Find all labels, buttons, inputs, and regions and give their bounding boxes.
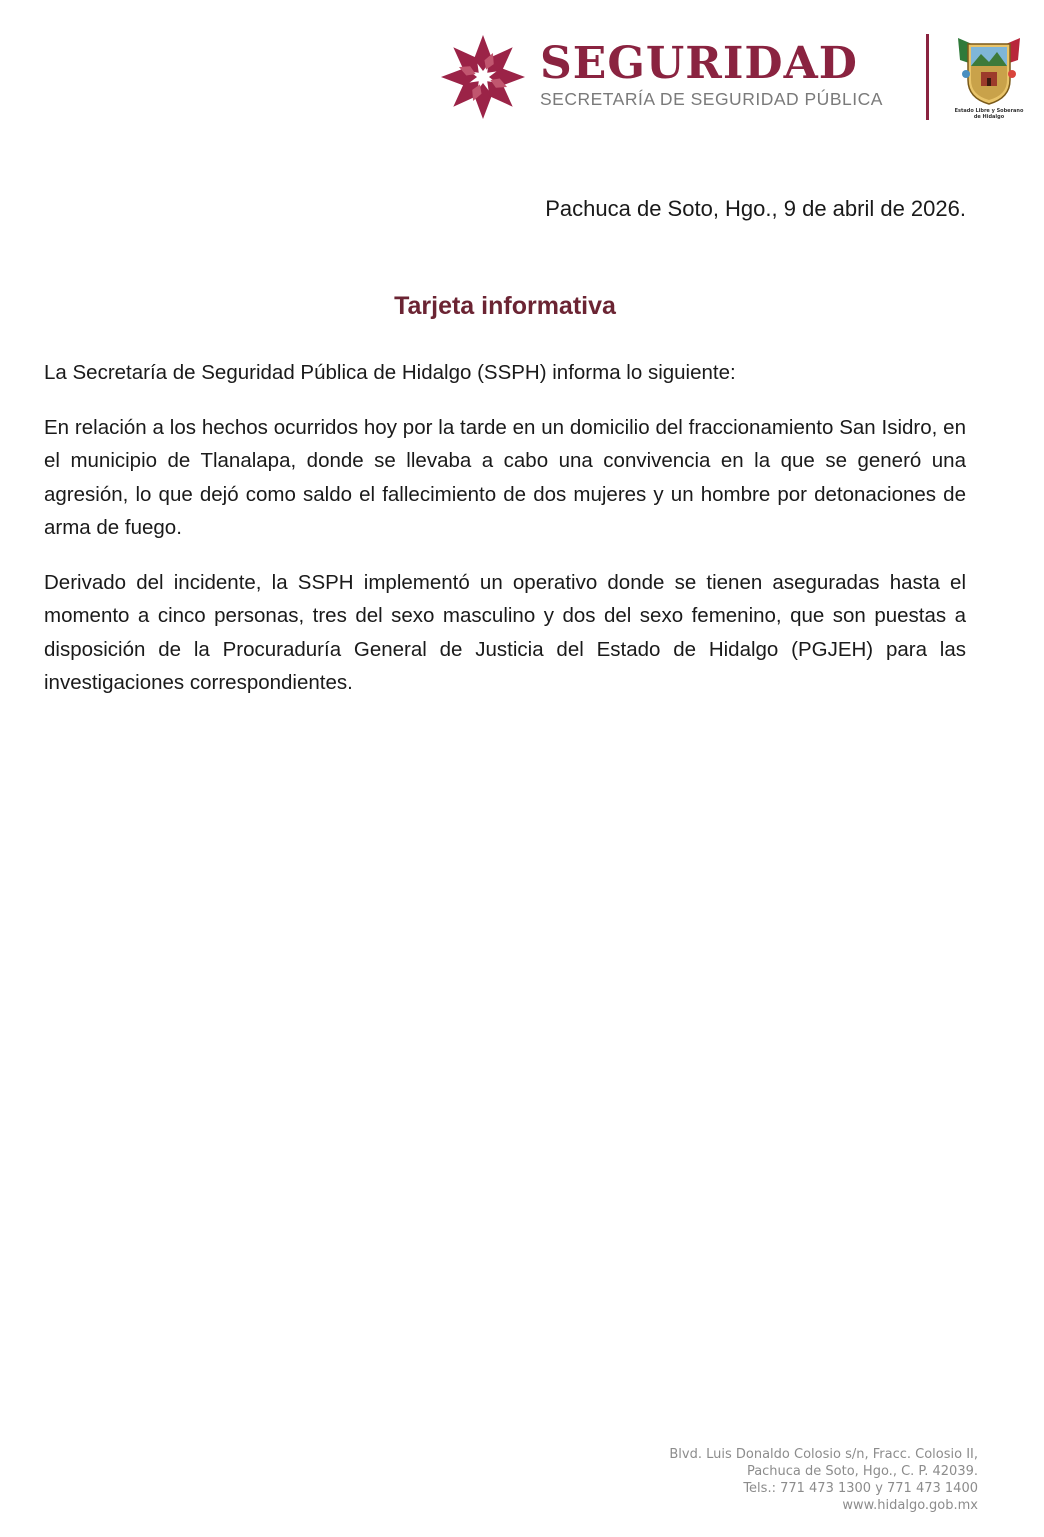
- coat-caption-line1: Estado Libre y Soberano: [954, 108, 1024, 114]
- coat-caption-line2: de Hidalgo: [973, 114, 1005, 120]
- document-title: Tarjeta informativa: [394, 292, 616, 320]
- document-body: [44, 356, 966, 721]
- seguridad-star-logo-icon: [438, 32, 528, 122]
- paragraph-operation: Derivado del incidente, la SSPH implementó un operativo donde se tienen aseguradas hasta el momento a cinco personas, tres del sexo masculino y dos del sexo femenino, que son puestas a disposición de la Procuraduría General de Justicia del Estado de Hidalgo (PGJEH) para las investigaciones correspondientes.: [44, 570, 966, 694]
- page-footer: [669, 1446, 978, 1514]
- brand-block: [540, 40, 920, 110]
- footer-website: www.hidalgo.gob.mx: [842, 1498, 978, 1513]
- coat-of-arms-icon: [954, 34, 1024, 108]
- paragraph-intro: La Secretaría de Seguridad Pública de Hidalgo (SSPH) informa lo siguiente:: [44, 361, 736, 384]
- footer-address-line2: Pachuca de Soto, Hgo., C. P. 42039.: [746, 1464, 978, 1479]
- paragraph-incident: En relación a los hechos ocurridos hoy por la tarde en un domicilio del fraccionamiento San Isidro, en el municipio de Tlanalapa, donde se llevaba a cabo una convivencia en la que se generó una agresión, lo que dejó como saldo el fallecimiento de dos mujeres y un hombre por detonaciones de arma de fuego.: [44, 415, 966, 539]
- brand-title: SEGURIDAD: [540, 38, 858, 89]
- document-date: Pachuca de Soto, Hgo., 9 de abril de 2026.: [545, 196, 966, 221]
- brand-subtitle: SECRETARÍA DE SEGURIDAD PÚBLICA: [540, 89, 883, 109]
- footer-address-line1: Blvd. Luis Donaldo Colosio s/n, Fracc. Colosio II,: [669, 1447, 978, 1462]
- header-divider: [926, 34, 929, 120]
- page-header: [438, 30, 1028, 130]
- footer-phones: Tels.: 771 473 1300 y 771 473 1400: [743, 1481, 978, 1496]
- hidalgo-coat-of-arms: [954, 34, 1026, 128]
